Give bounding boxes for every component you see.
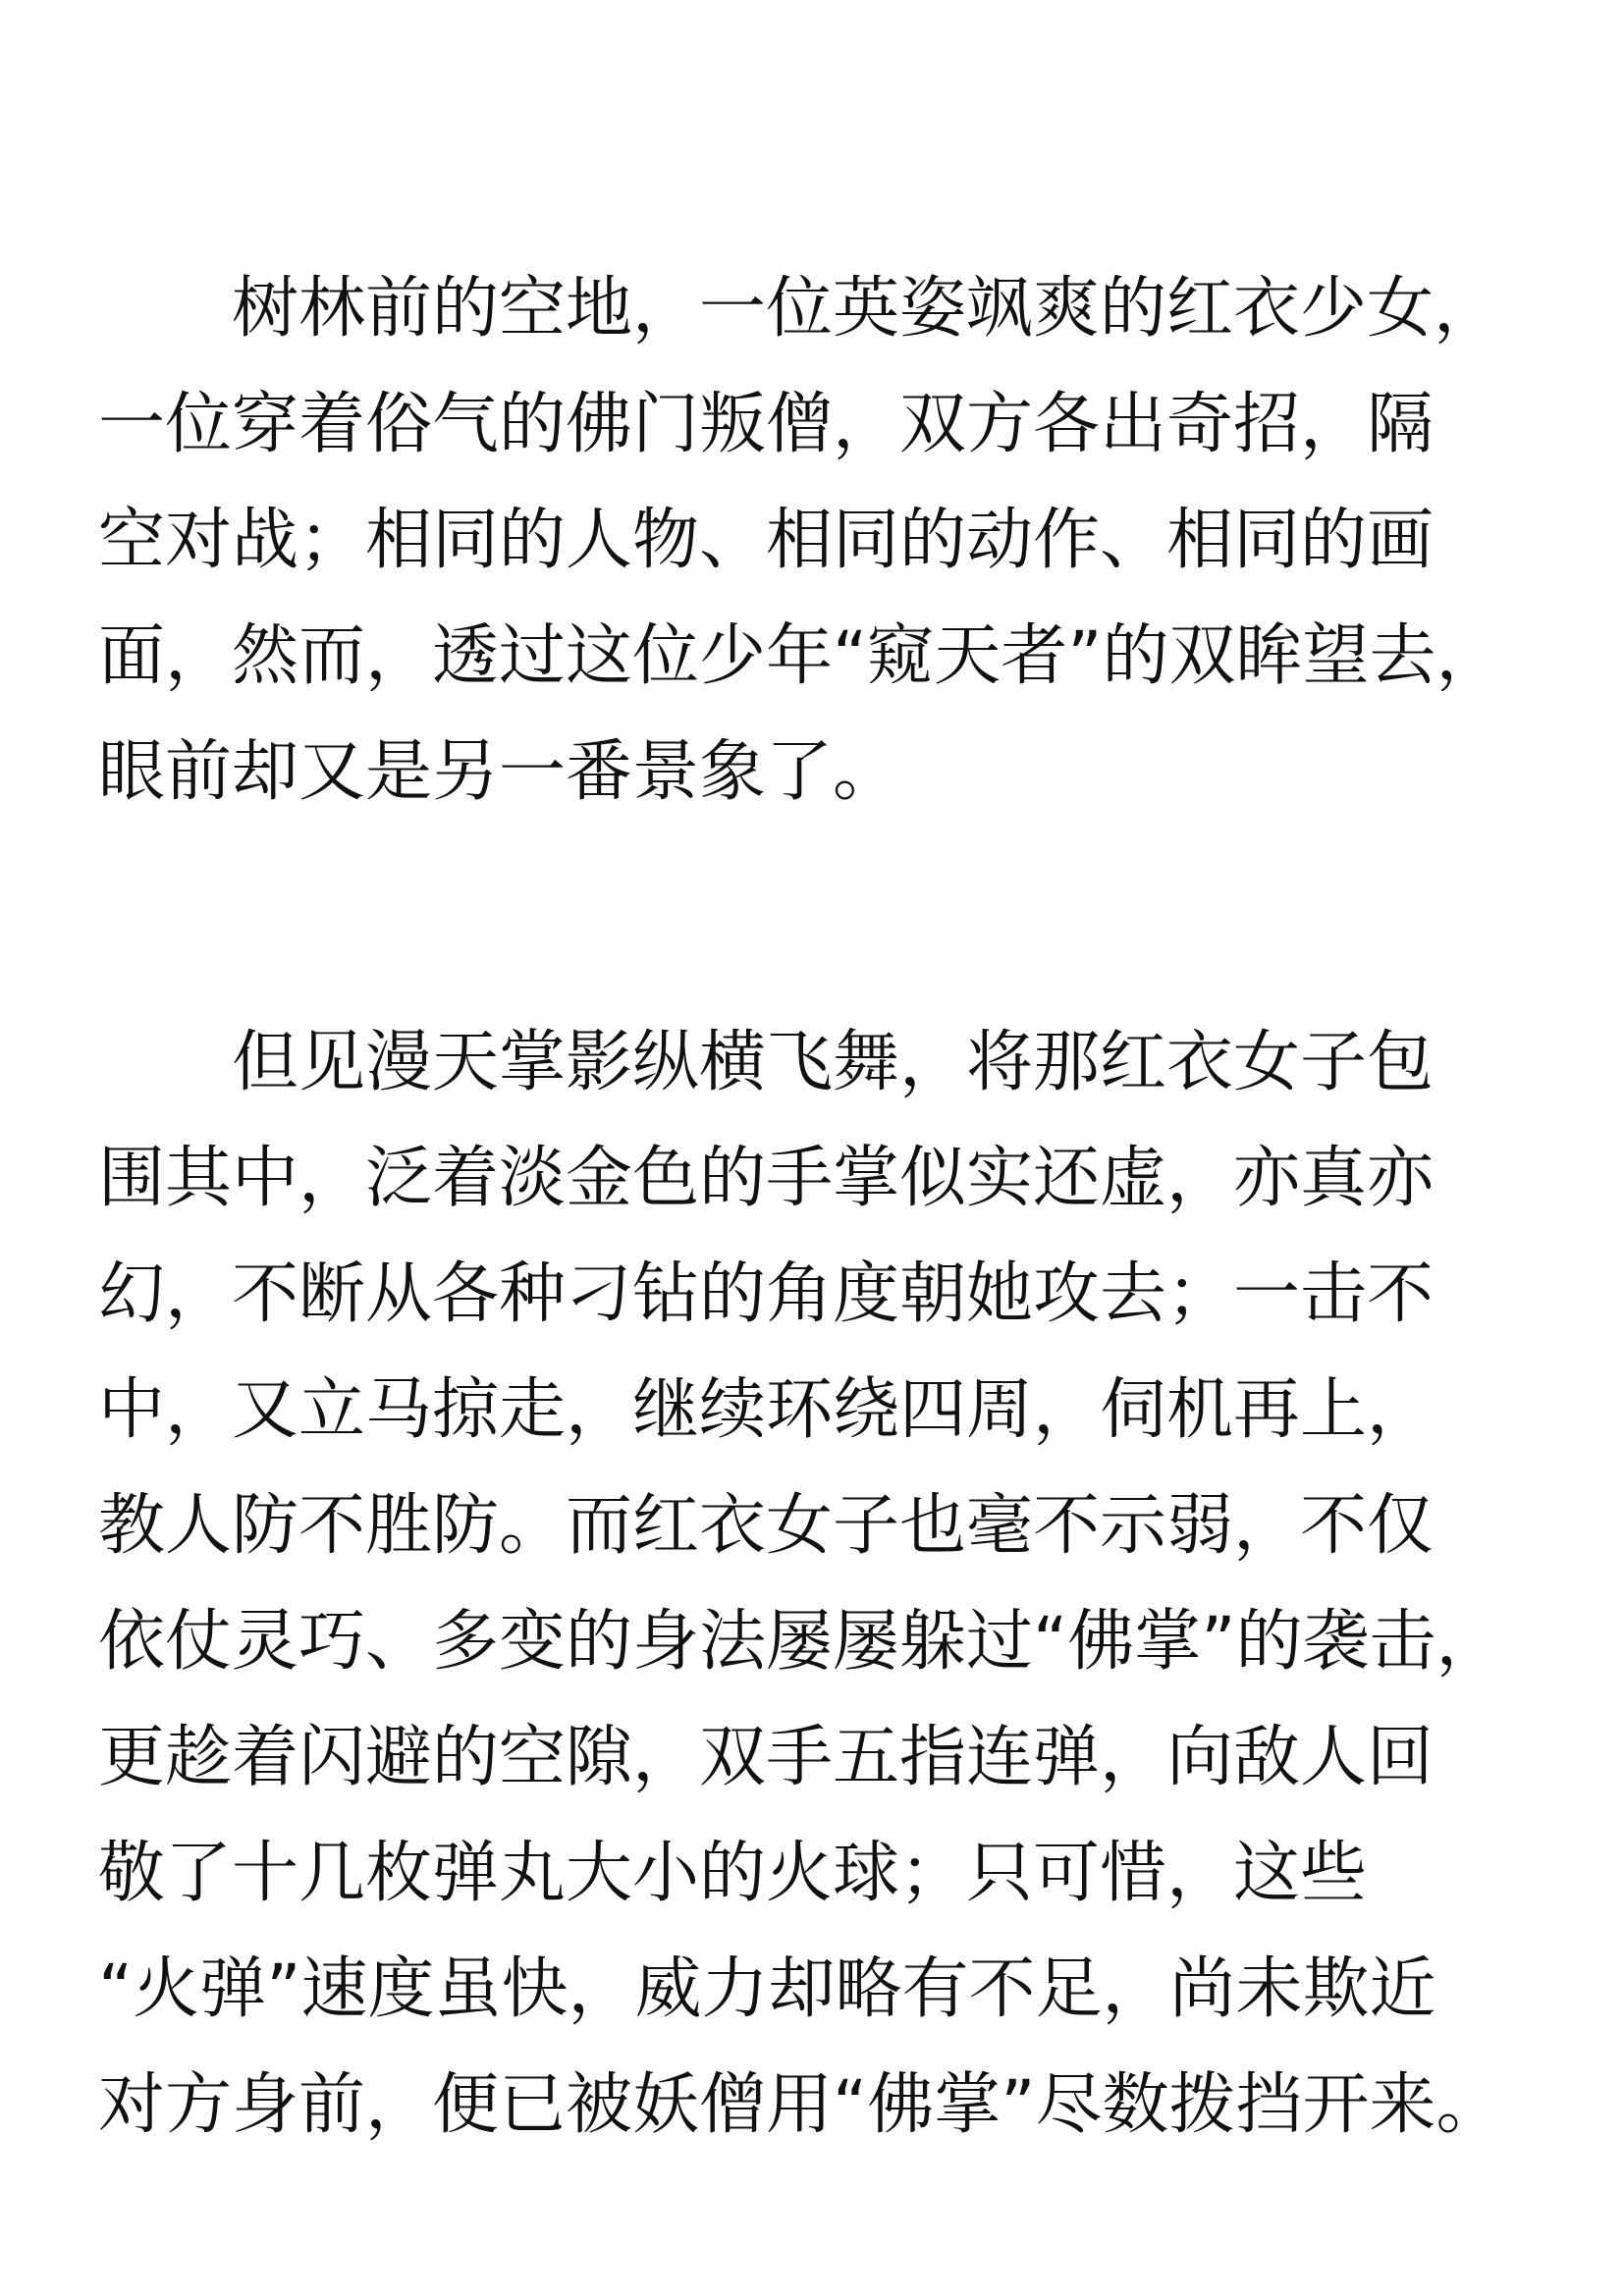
text-line: 幻，不断从各种刁钻的角度朝她攻去；一击不 [98, 1255, 1435, 1333]
text-line: 对方身前，便已被妖僧用“佛掌”尽数拨挡开来。 [98, 2066, 1503, 2144]
text-line: 面，然而，透过这位少年“窥天者”的双眸望去， [98, 617, 1503, 695]
text-line: 敬了十几枚弹丸大小的火球；只可惜，这些 [98, 1835, 1368, 1912]
text-line: 围其中，泛着淡金色的手掌似实还虚，亦真亦 [98, 1140, 1435, 1217]
text-line: 一位穿着俗气的佛门叛僧，双方各出奇招，隔 [98, 386, 1435, 463]
text-line: 教人防不胜防。而红衣女子也毫不示弱，不仅 [98, 1487, 1435, 1565]
paragraph-2 [98, 1005, 1571, 2163]
paragraph-1 [98, 251, 1571, 830]
text-line: 但见漫天掌影纵横飞舞，将那红衣女子包 [98, 1024, 1435, 1101]
text-line: 空对战；相同的人物、相同的动作、相同的画 [98, 502, 1435, 579]
text-line: 树林前的空地，一位英姿飒爽的红衣少女， [98, 270, 1501, 347]
text-line: “火弹”速度虽快，威力却略有不足，尚未欺近 [98, 1950, 1436, 2028]
text-line: 眼前却又是另一番景象了。 [98, 733, 900, 811]
text-line: 中，又立马掠走，继续环绕四周，伺机再上， [98, 1371, 1435, 1449]
text-line: 更趁着闪避的空隙，双手五指连弹，向敌人回 [98, 1719, 1435, 1796]
text-line: 依仗灵巧、多变的身法屡屡躲过“佛掌”的袭击， [98, 1603, 1503, 1681]
